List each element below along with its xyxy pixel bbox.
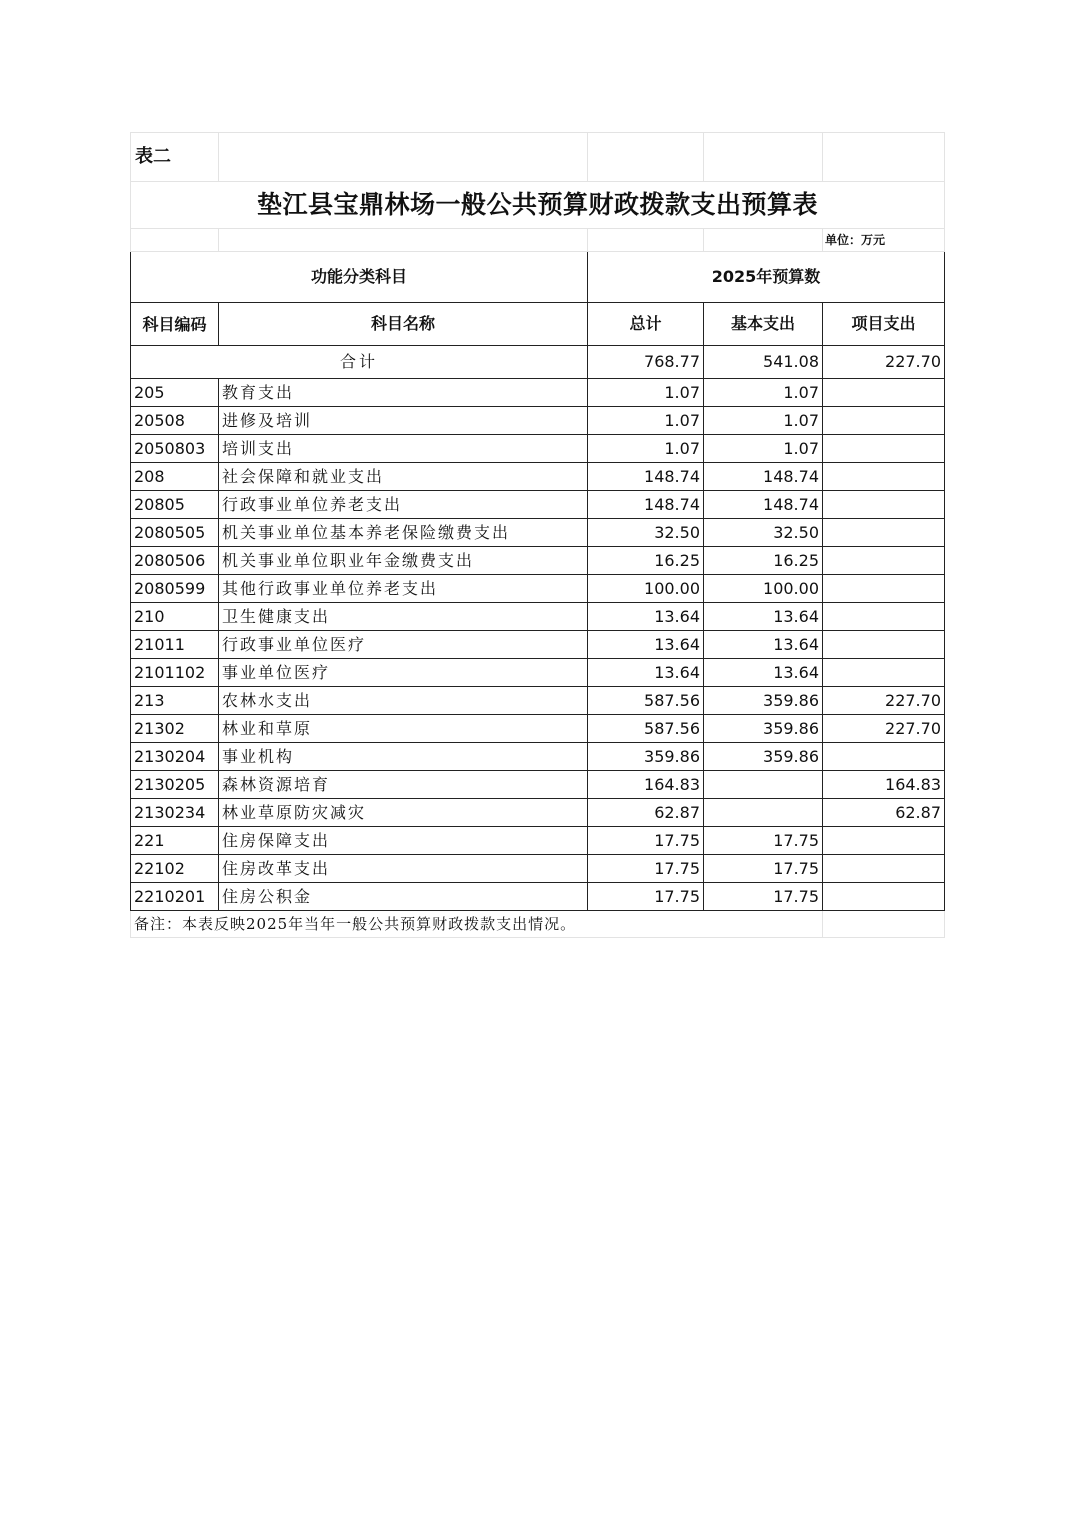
row-code: 20508 xyxy=(131,407,219,435)
row-total: 32.50 xyxy=(588,519,704,547)
row-name: 其他行政事业单位养老支出 xyxy=(219,575,588,603)
row-name: 住房保障支出 xyxy=(219,827,588,855)
row-total: 100.00 xyxy=(588,575,704,603)
row-name: 林业草原防灾减灾 xyxy=(219,799,588,827)
table-row xyxy=(131,547,945,575)
header-group-row xyxy=(131,252,945,303)
row-name: 森林资源培育 xyxy=(219,771,588,799)
row-code: 221 xyxy=(131,827,219,855)
table-row xyxy=(131,379,945,407)
table-row xyxy=(131,631,945,659)
row-basic: 17.75 xyxy=(704,827,823,855)
header-budget-year: 2025年预算数 xyxy=(588,252,945,303)
row-name: 进修及培训 xyxy=(219,407,588,435)
row-total: 1.07 xyxy=(588,435,704,463)
table-row xyxy=(131,687,945,715)
row-total: 16.25 xyxy=(588,547,704,575)
row-total: 13.64 xyxy=(588,603,704,631)
row-project: 227.70 xyxy=(823,687,945,715)
row-code: 210 xyxy=(131,603,219,631)
total-total: 768.77 xyxy=(588,346,704,379)
row-code: 2130204 xyxy=(131,743,219,771)
row-project xyxy=(823,827,945,855)
page-title: 垫江县宝鼎林场一般公共预算财政拨款支出预算表 xyxy=(131,182,945,229)
row-project xyxy=(823,379,945,407)
row-code: 2080599 xyxy=(131,575,219,603)
row-project xyxy=(823,547,945,575)
row-code: 2101102 xyxy=(131,659,219,687)
table-label: 表二 xyxy=(131,133,219,182)
row-project xyxy=(823,631,945,659)
row-total: 62.87 xyxy=(588,799,704,827)
table-row xyxy=(131,715,945,743)
row-basic xyxy=(704,771,823,799)
header-function-category: 功能分类科目 xyxy=(131,252,588,303)
row-project xyxy=(823,659,945,687)
row-total: 587.56 xyxy=(588,687,704,715)
row-name: 农林水支出 xyxy=(219,687,588,715)
row-basic: 148.74 xyxy=(704,463,823,491)
row-basic: 13.64 xyxy=(704,603,823,631)
row-code: 22102 xyxy=(131,855,219,883)
header-basic: 基本支出 xyxy=(704,303,823,346)
row-basic: 148.74 xyxy=(704,491,823,519)
row-name: 事业机构 xyxy=(219,743,588,771)
budget-sheet xyxy=(130,132,944,938)
row-basic: 17.75 xyxy=(704,883,823,911)
budget-table xyxy=(130,132,945,938)
row-project xyxy=(823,855,945,883)
total-basic: 541.08 xyxy=(704,346,823,379)
table-row xyxy=(131,435,945,463)
row-total: 587.56 xyxy=(588,715,704,743)
row-basic: 1.07 xyxy=(704,379,823,407)
row-project: 164.83 xyxy=(823,771,945,799)
row-project xyxy=(823,407,945,435)
table-row xyxy=(131,519,945,547)
row-project xyxy=(823,519,945,547)
table-label-row xyxy=(131,133,945,182)
table-row xyxy=(131,771,945,799)
table-row xyxy=(131,659,945,687)
row-code: 2130205 xyxy=(131,771,219,799)
table-row xyxy=(131,743,945,771)
row-total: 1.07 xyxy=(588,379,704,407)
unit-row xyxy=(131,229,945,252)
row-code: 2130234 xyxy=(131,799,219,827)
row-name: 林业和草原 xyxy=(219,715,588,743)
row-total: 359.86 xyxy=(588,743,704,771)
header-code: 科目编码 xyxy=(131,303,219,346)
total-project: 227.70 xyxy=(823,346,945,379)
row-total: 148.74 xyxy=(588,463,704,491)
row-name: 住房改革支出 xyxy=(219,855,588,883)
row-total: 148.74 xyxy=(588,491,704,519)
table-row xyxy=(131,407,945,435)
table-row xyxy=(131,491,945,519)
table-row xyxy=(131,883,945,911)
table-row xyxy=(131,603,945,631)
row-project xyxy=(823,883,945,911)
row-name: 卫生健康支出 xyxy=(219,603,588,631)
total-row xyxy=(131,346,945,379)
table-row xyxy=(131,799,945,827)
row-total: 17.75 xyxy=(588,855,704,883)
row-name: 机关事业单位职业年金缴费支出 xyxy=(219,547,588,575)
row-total: 1.07 xyxy=(588,407,704,435)
row-code: 2080505 xyxy=(131,519,219,547)
header-total: 总计 xyxy=(588,303,704,346)
row-total: 17.75 xyxy=(588,883,704,911)
row-basic: 13.64 xyxy=(704,659,823,687)
header-name: 科目名称 xyxy=(219,303,588,346)
table-row xyxy=(131,575,945,603)
row-project: 227.70 xyxy=(823,715,945,743)
row-basic: 359.86 xyxy=(704,715,823,743)
row-basic: 359.86 xyxy=(704,687,823,715)
header-columns-row xyxy=(131,303,945,346)
row-code: 21011 xyxy=(131,631,219,659)
table-note: 备注：本表反映2025年当年一般公共预算财政拨款支出情况。 xyxy=(131,911,823,938)
row-name: 教育支出 xyxy=(219,379,588,407)
header-project: 项目支出 xyxy=(823,303,945,346)
row-project xyxy=(823,435,945,463)
row-name: 事业单位医疗 xyxy=(219,659,588,687)
note-row xyxy=(131,911,945,938)
row-name: 社会保障和就业支出 xyxy=(219,463,588,491)
total-label: 合计 xyxy=(131,346,588,379)
row-basic: 32.50 xyxy=(704,519,823,547)
row-basic: 359.86 xyxy=(704,743,823,771)
row-name: 机关事业单位基本养老保险缴费支出 xyxy=(219,519,588,547)
row-basic: 13.64 xyxy=(704,631,823,659)
row-basic: 16.25 xyxy=(704,547,823,575)
row-project xyxy=(823,743,945,771)
row-basic: 1.07 xyxy=(704,407,823,435)
row-total: 13.64 xyxy=(588,659,704,687)
table-row xyxy=(131,463,945,491)
row-project: 62.87 xyxy=(823,799,945,827)
row-code: 208 xyxy=(131,463,219,491)
row-code: 205 xyxy=(131,379,219,407)
row-total: 164.83 xyxy=(588,771,704,799)
row-name: 住房公积金 xyxy=(219,883,588,911)
table-row xyxy=(131,855,945,883)
row-name: 行政事业单位医疗 xyxy=(219,631,588,659)
row-total: 13.64 xyxy=(588,631,704,659)
row-total: 17.75 xyxy=(588,827,704,855)
row-name: 行政事业单位养老支出 xyxy=(219,491,588,519)
row-basic xyxy=(704,799,823,827)
row-code: 20805 xyxy=(131,491,219,519)
row-code: 2210201 xyxy=(131,883,219,911)
table-row xyxy=(131,827,945,855)
row-code: 213 xyxy=(131,687,219,715)
row-project xyxy=(823,575,945,603)
row-project xyxy=(823,603,945,631)
title-row xyxy=(131,182,945,229)
row-project xyxy=(823,491,945,519)
row-basic: 1.07 xyxy=(704,435,823,463)
row-basic: 100.00 xyxy=(704,575,823,603)
unit-label: 单位：万元 xyxy=(823,229,945,252)
row-project xyxy=(823,463,945,491)
row-code: 21302 xyxy=(131,715,219,743)
row-code: 2050803 xyxy=(131,435,219,463)
row-code: 2080506 xyxy=(131,547,219,575)
row-name: 培训支出 xyxy=(219,435,588,463)
row-basic: 17.75 xyxy=(704,855,823,883)
